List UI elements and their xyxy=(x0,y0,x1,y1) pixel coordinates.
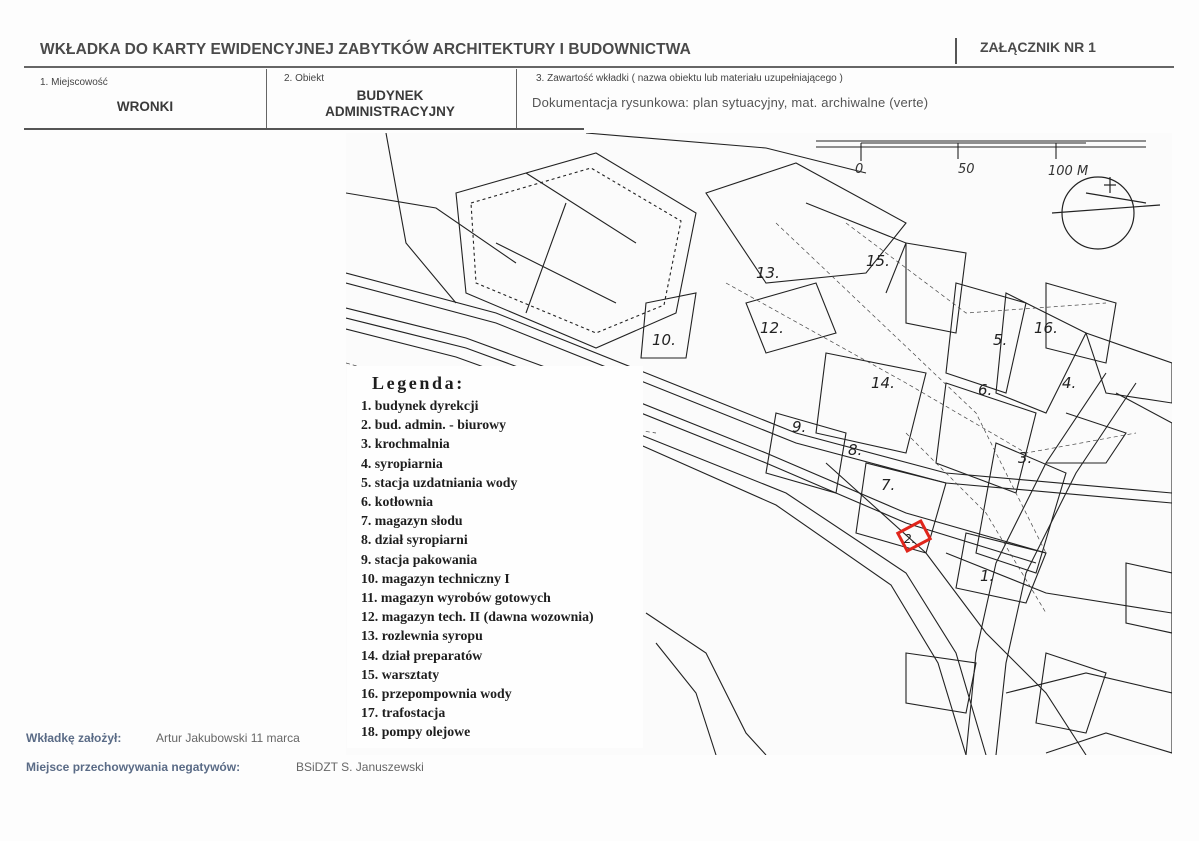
legend-item: 12. magazyn tech. II (dawna wozownia) xyxy=(361,609,594,625)
building-number: 1. xyxy=(980,567,995,585)
header-rule xyxy=(24,66,1174,68)
legend-item: 4. syropiarnia xyxy=(361,455,443,471)
legend-list xyxy=(347,396,643,742)
building-number: 16. xyxy=(1034,319,1058,337)
negatives-value: BSiDZT S. Januszewski xyxy=(296,760,424,774)
legend-title: Legenda: xyxy=(372,373,465,393)
header-divider xyxy=(955,38,957,64)
legend-item: 11. magazyn wyrobów gotowych xyxy=(361,590,551,606)
building-number: 3. xyxy=(1018,449,1033,467)
building-number: 15. xyxy=(866,252,890,270)
place-value: WRONKI xyxy=(116,99,174,114)
building-number: 7. xyxy=(881,476,896,494)
negatives-label: Miejsce przechowywania negatywów: xyxy=(26,760,241,774)
legend-item: 1. budynek dyrekcji xyxy=(361,398,479,413)
legend-item: 15. warsztaty xyxy=(361,666,440,682)
legend-item: 10. magazyn techniczny I xyxy=(361,570,510,586)
fields-rule xyxy=(24,128,584,130)
annex-number: ZAŁĄCZNIK NR 1 xyxy=(980,39,1096,55)
field-divider xyxy=(266,69,267,129)
scale-label: 100 M xyxy=(1048,164,1089,179)
field-divider xyxy=(516,69,517,129)
legend-item: 13. rozlewnia syropu xyxy=(361,628,483,644)
legend-item: 14. dział preparatów xyxy=(361,647,483,663)
object-label: 2. Obiekt xyxy=(284,73,325,84)
object-value: BUDYNEK ADMINISTRACYJNY xyxy=(325,88,455,119)
legend-item: 17. trafostacja xyxy=(361,705,446,721)
building-number: 10. xyxy=(652,331,676,349)
card-title: WKŁADKA DO KARTY EWIDENCYJNEJ ZABYTKÓW ARCHITEKTURY I BUDOWNICTWA xyxy=(40,41,691,58)
legend-item: 7. magazyn słodu xyxy=(361,513,463,529)
contents-label: 3. Zawartość wkładki ( nazwa obiektu lub materiału uzupełniającego ) xyxy=(536,73,843,84)
author-label: Wkładkę założył: xyxy=(26,731,122,745)
building-number: 13. xyxy=(756,264,780,282)
building-number: 12. xyxy=(760,319,784,337)
building-number: 8. xyxy=(848,441,863,459)
building-number: 4. xyxy=(1062,374,1077,392)
legend-item: 3. krochmalnia xyxy=(361,436,450,452)
building-number: 9. xyxy=(792,418,807,436)
map-legend xyxy=(347,366,643,748)
building-number: 5. xyxy=(993,331,1008,349)
legend-item: 18. pompy olejowe xyxy=(361,724,471,740)
legend-item: 16. przepompownia wody xyxy=(361,686,512,702)
legend-item: 5. stacja uzdatniania wody xyxy=(361,474,518,490)
building-number: 2. xyxy=(904,532,916,546)
contents-value: Dokumentacja rysunkowa: plan sytuacyjny, mat. archiwalne (verte) xyxy=(532,95,929,110)
legend-item: 8. dział syropiarni xyxy=(361,532,468,548)
building-number: 6. xyxy=(978,381,993,399)
place-label: 1. Miejscowość xyxy=(40,77,108,88)
scale-label: 0 xyxy=(855,162,864,177)
legend-item: 6. kotłownia xyxy=(361,494,434,510)
scale-label: 50 xyxy=(958,162,975,177)
author-value: Artur Jakubowski 11 marca xyxy=(156,731,300,745)
legend-item: 9. stacja pakowania xyxy=(361,551,478,567)
building-number: 14. xyxy=(871,374,895,392)
legend-item: 2. bud. admin. - biurowy xyxy=(361,417,507,433)
